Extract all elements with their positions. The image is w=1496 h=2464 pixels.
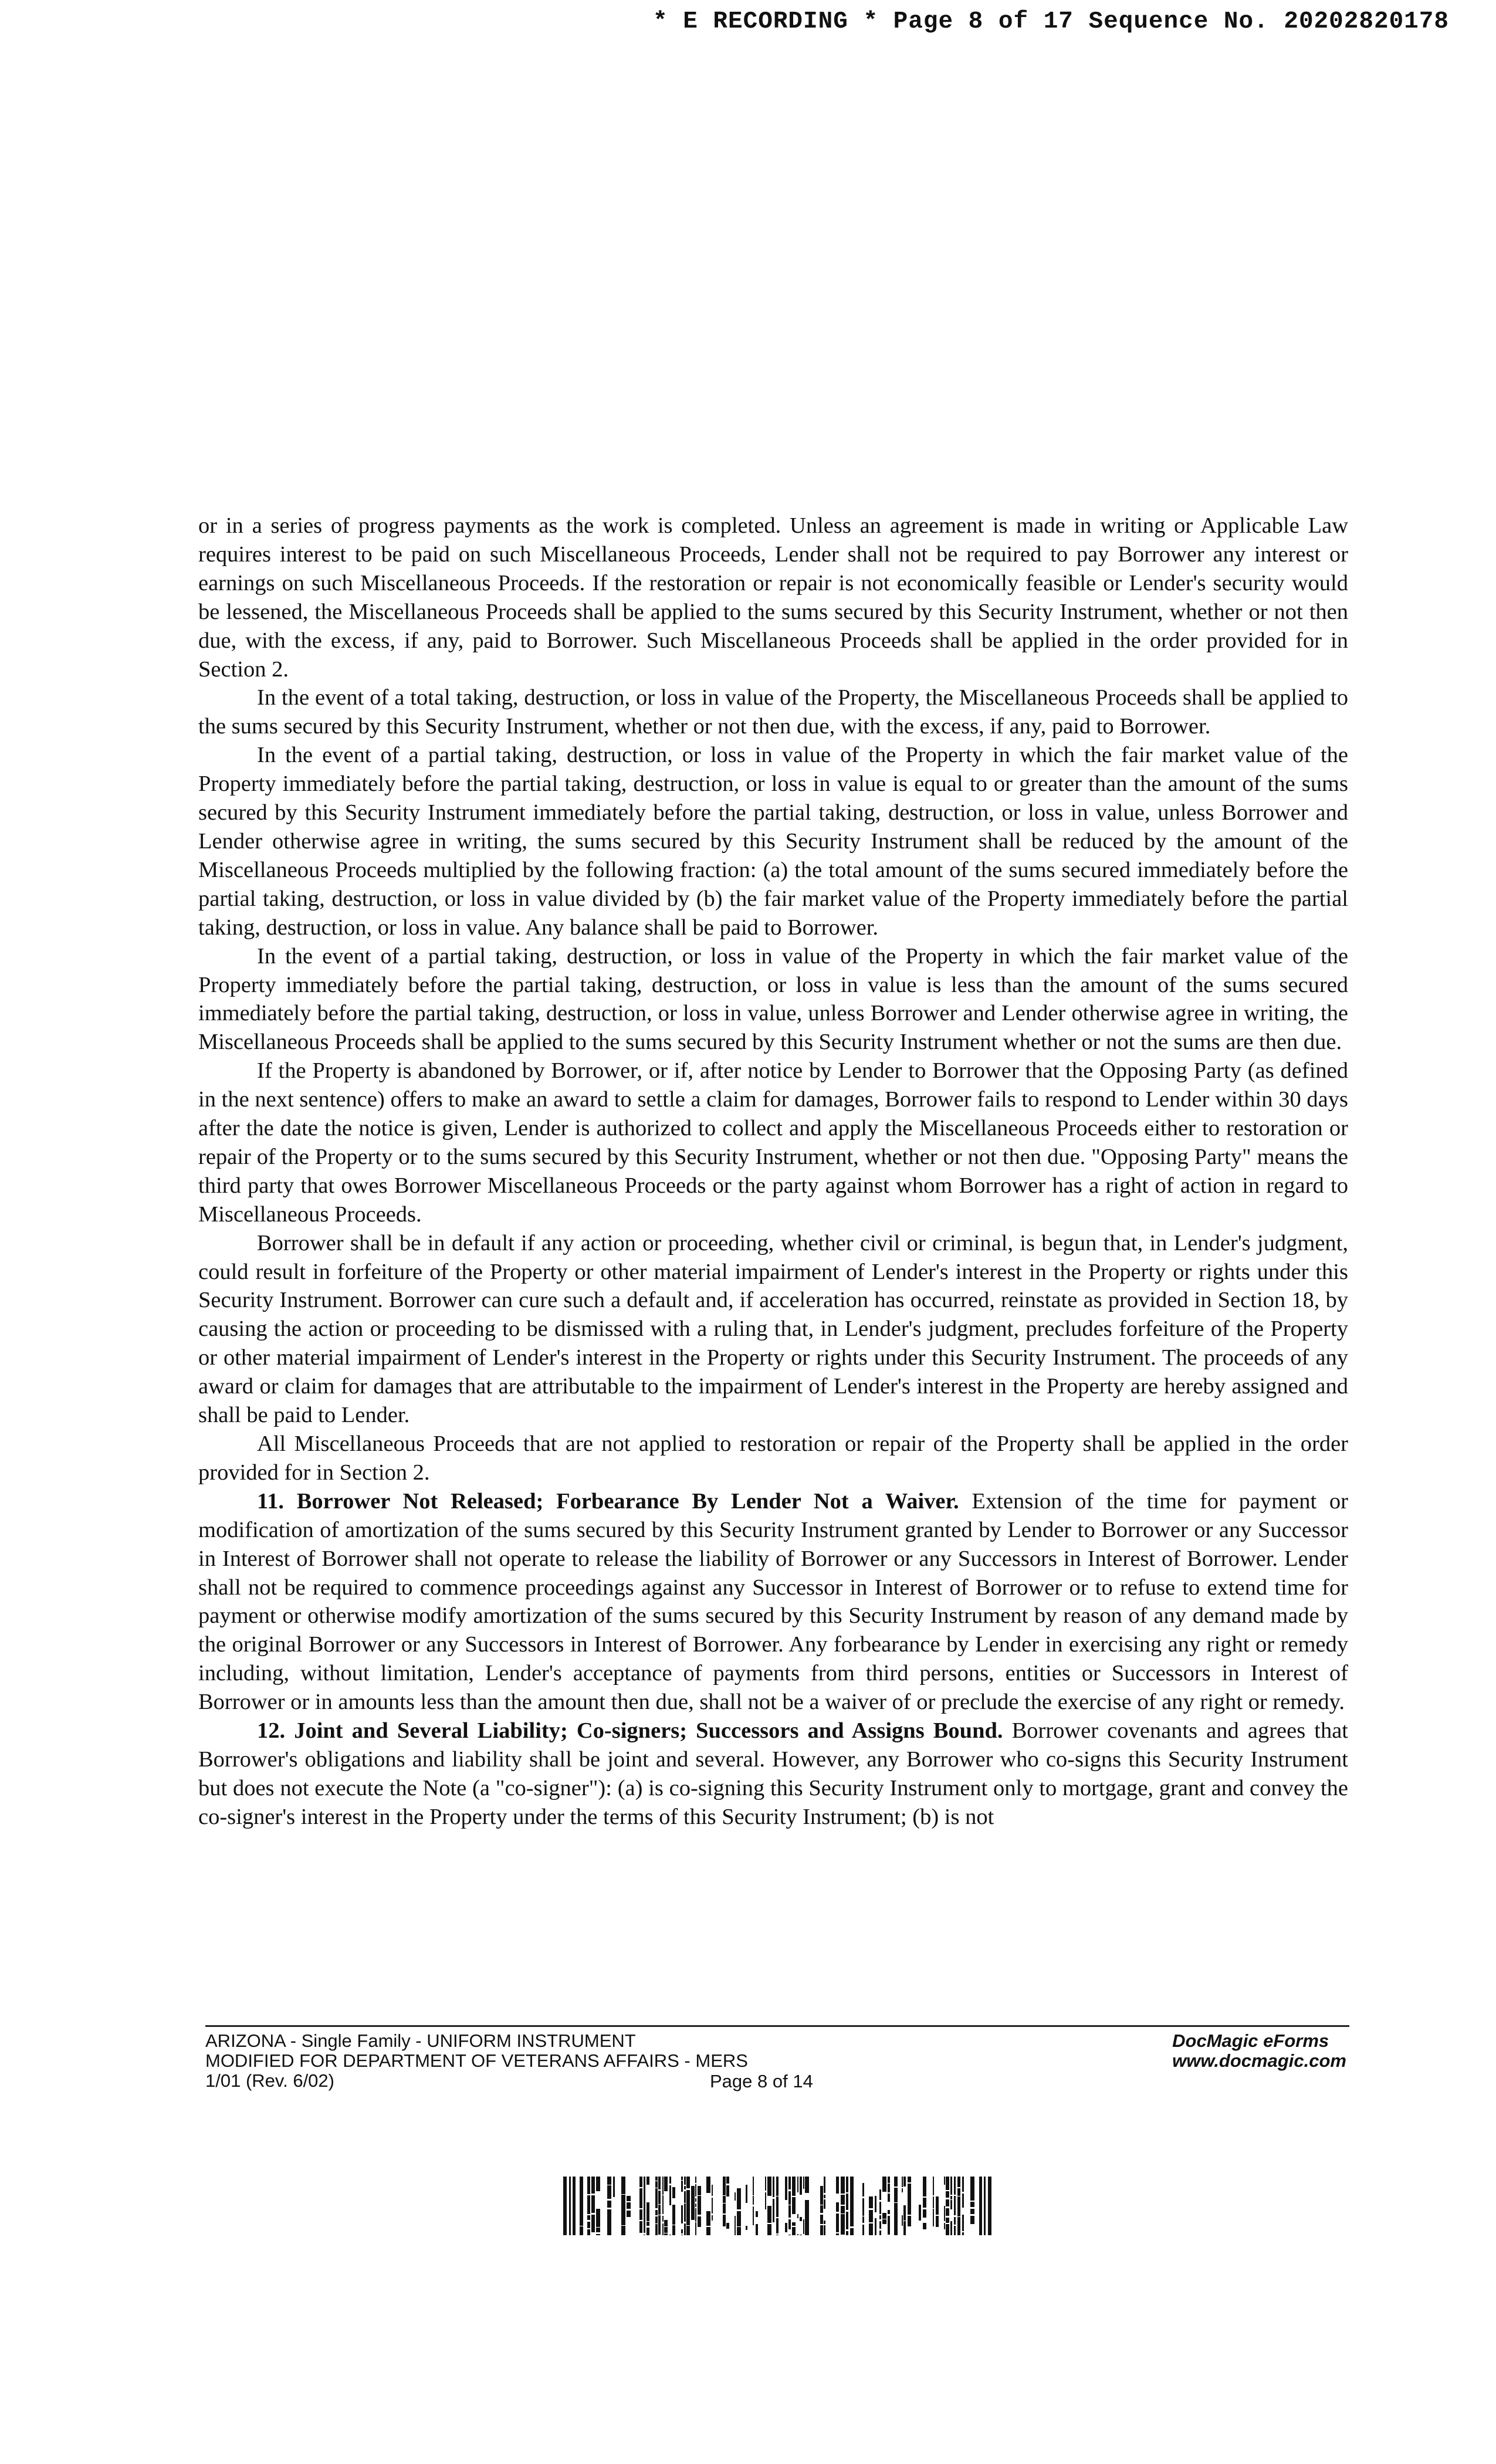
footer-divider [205, 2025, 1349, 2027]
recording-header: * E RECORDING * Page 8 of 17 Sequence No. 20202820178 [652, 8, 1449, 35]
footer-form-modification: MODIFIED FOR DEPARTMENT OF VETERANS AFFAIRS - MERS [205, 2050, 748, 2071]
paragraph [198, 741, 1348, 942]
footer-form-title: ARIZONA - Single Family - UNIFORM INSTRUMENT [205, 2030, 636, 2051]
paragraph [198, 1057, 1348, 1228]
docmagic-website: www.docmagic.com [1172, 2050, 1346, 2071]
paragraph-heading: 12. Joint and Several Liability; Co-signers; Successors and Assigns Bound. [257, 1718, 1003, 1744]
paragraph-text: In the event of a total taking, destruction, or loss in value of the Property, the Miscellaneous Proceeds shall be applied to the sums secured by this Security Instrument, whether or not then due, with the excess, if any, paid to Borrower. [198, 685, 1348, 739]
paragraph-text: All Miscellaneous Proceeds that are not applied to restoration or repair of the Property shall be applied in the order provided for in Section 2. [198, 1431, 1348, 1485]
paragraph-text: If the Property is abandoned by Borrower, or if, after notice by Lender to Borrower that the Opposing Party (as defined in the next sentence) offers to make an award to settle a claim for damages, Borrower fails to respond to Lender within 30 days after the date the notice is given, Lender is authorized to collect and apply the Miscellaneous Proceeds either to restoration or repair of the Property or to the sums secured by this Security Instrument, whether or not then due. "Opposing Party" means the third party that owes Borrower Miscellaneous Proceeds or the party against whom Borrower has a right of action in regard to Miscellaneous Proceeds. [198, 1058, 1348, 1227]
paragraph-text: Borrower covenants and agrees that Borrower's obligations and liability shall be joint and several. However, any Borrower who co-signs this Security Instrument but does not execute the Note (a "co-signer"): (a) is co-signing this Security Instrument only to mortgage, grant and convey the co-signer's interest in the Property under the terms of this Security Instrument; (b) is not [198, 1718, 1348, 1829]
paragraph-text: Extension of the time for payment or modification of amortization of the sums secured by this Security Instrument granted by Lender to Borrower or any Successor in Interest of Borrower shall not operate to release the liability of Borrower or any Successors in Interest of Borrower. Lender shall not be required to commence proceedings against any Successor in Interest of Borrower or to refuse to extend time for payment or otherwise modify amortization of the sums secured by this Security Instrument by reason of any demand made by the original Borrower or any Successors in Interest of Borrower. Any forbearance by Lender in exercising any right or remedy including, without limitation, Lender's acceptance of payments from third persons, entities or Successors in Interest of Borrower or in amounts less than the amount then due, shall not be a waiver of or preclude the exercise of any right or remedy. [198, 1488, 1348, 1715]
footer-page-number: Page 8 of 14 [710, 2071, 813, 2091]
paragraph-text: In the event of a partial taking, destruction, or loss in value of the Property in which the fair market value of the Property immediately before the partial taking, destruction, or loss in value is equal to or greater than the amount of the sums secured by this Security Instrument immediately before the partial taking, destruction, or loss in value, unless Borrower and Lender otherwise agree in writing, the sums secured by this Security Instrument shall be reduced by the amount of the Miscellaneous Proceeds multiplied by the following fraction: (a) the total amount of the sums secured immediately before the partial taking, destruction, or loss in value divided by (b) the fair market value of the Property immediately before the partial taking, destruction, or loss in value. Any balance shall be paid to Borrower. [198, 743, 1348, 940]
paragraph-text: In the event of a partial taking, destruction, or loss in value of the Property in which the fair market value of the Property immediately before the partial taking, destruction, or loss in value is less than the amount of the sums secured immediately before the partial taking, destruction, or loss in value, unless Borrower and Lender otherwise agree in writing, the Miscellaneous Proceeds shall be applied to the sums secured by this Security Instrument whether or not the sums are then due. [198, 943, 1348, 1055]
document-body [198, 512, 1348, 1832]
barcode-image [563, 2177, 991, 2235]
paragraph-text: Borrower shall be in default if any action or proceeding, whether civil or criminal, is begun that, in Lender's judgment, could result in forfeiture of the Property or other material impairment of Lender's interest in the Property or rights under this Security Instrument. Borrower can cure such a default and, if acceleration has occurred, reinstate as provided in Section 18, by causing the action or proceeding to be dismissed with a ruling that, in Lender's judgment, precludes forfeiture of the Property or other material impairment of Lender's interest in the Property or rights under this Security Instrument. The proceeds of any award or claim for damages that are attributable to the impairment of Lender's interest in the Property are hereby assigned and shall be paid to Lender. [198, 1230, 1348, 1428]
footer-form-revision: 1/01 (Rev. 6/02) [205, 2070, 334, 2091]
footer-brand-block [1172, 2031, 1346, 2071]
paragraph [198, 1229, 1348, 1430]
paragraph-heading: 11. Borrower Not Released; Forbearance By Lender Not a Waiver. [257, 1488, 959, 1514]
paragraph [198, 942, 1348, 1057]
docmagic-logo: DocMagic eForms [1172, 2030, 1329, 2051]
paragraph [198, 512, 1348, 683]
paragraph [198, 1430, 1348, 1487]
paragraph [198, 1717, 1348, 1832]
paragraph [198, 683, 1348, 741]
paragraph-text: or in a series of progress payments as the work is completed. Unless an agreement is made in writing or Applicable Law requires interest to be paid on such Miscellaneous Proceeds, Lender shall not be required to pay Borrower any interest or earnings on such Miscellaneous Proceeds. If the restoration or repair is not economically feasible or Lender's security would be lessened, the Miscellaneous Proceeds shall be applied to the sums secured by this Security Instrument, whether or not then due, with the excess, if any, paid to Borrower. Such Miscellaneous Proceeds shall be applied in the order provided for in Section 2. [198, 513, 1348, 682]
paragraph [198, 1487, 1348, 1717]
